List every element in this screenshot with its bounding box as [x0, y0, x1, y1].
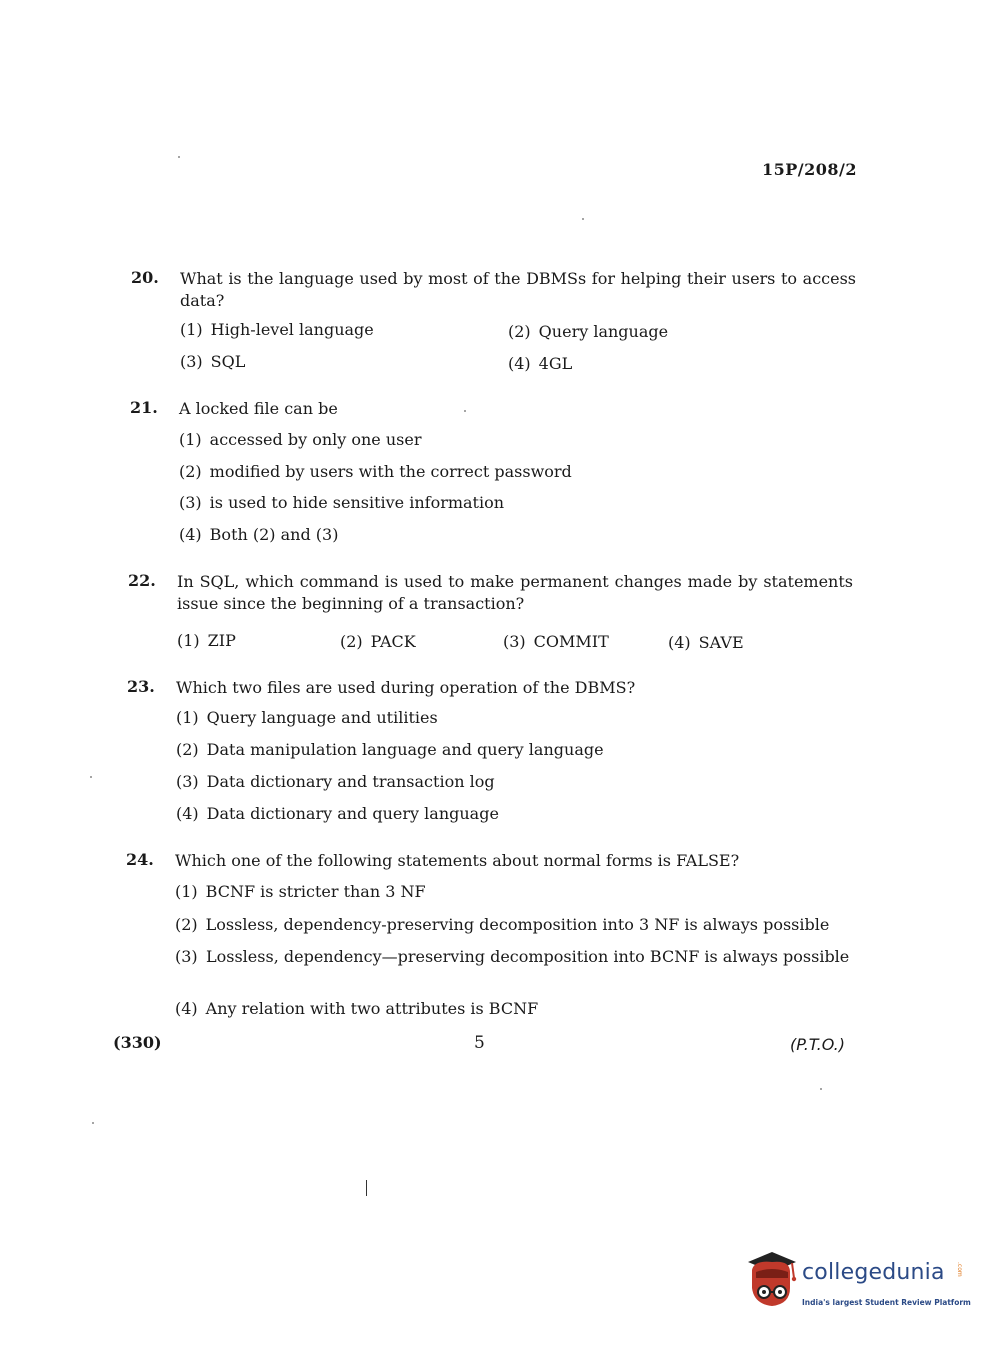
option: (1) accessed by only one user: [179, 430, 422, 449]
page-number: 5: [474, 1033, 485, 1053]
option: (3) Data dictionary and transaction log: [176, 772, 495, 791]
logo-tagline: India's largest Student Review Platform: [802, 1298, 971, 1307]
scan-speck: [464, 410, 466, 412]
option: (1) BCNF is stricter than 3 NF: [175, 882, 426, 901]
question-text: A locked file can be: [179, 399, 338, 418]
option: (2) Query language: [508, 322, 669, 341]
option: (3) SQL: [180, 352, 246, 371]
question-text: Which one of the following statements about normal forms is FALSE?: [175, 851, 740, 870]
option: (4) 4GL: [508, 354, 573, 373]
logo-suffix: .com: [956, 1262, 963, 1277]
question-number: 21.: [130, 398, 158, 417]
option: (2) modified by users with the correct password: [179, 462, 572, 481]
scan-speck: [178, 156, 180, 158]
scan-mark: [366, 1180, 367, 1196]
footer-code: (330): [113, 1033, 162, 1052]
question-number: 20.: [131, 268, 159, 287]
mascot-icon: [742, 1248, 800, 1312]
question-text: In SQL, which command is used to make permanent changes made by statements issue since the beginning of a transaction?: [177, 572, 853, 613]
scan-speck: [92, 1122, 94, 1124]
scan-speck: [90, 776, 92, 778]
question-number: 24.: [126, 850, 154, 869]
option: (4) Any relation with two attributes is BCNF: [175, 999, 539, 1018]
option: (2) Lossless, dependency-preserving decomposition into 3 NF is always possible: [175, 915, 830, 934]
option: (4) SAVE: [668, 633, 744, 652]
collegedunia-logo: [742, 1248, 972, 1318]
scan-speck: [820, 1088, 822, 1090]
option: (2) Data manipulation language and query language: [176, 740, 604, 759]
option: (4) Both (2) and (3): [179, 525, 339, 544]
option: (3) Lossless, dependency—preserving decomposition into BCNF is always possible: [175, 947, 850, 966]
question-number: 23.: [127, 677, 155, 696]
logo-name: collegedunia: [802, 1260, 945, 1285]
option: (1) Query language and utilities: [176, 708, 438, 727]
pto-label: (P.T.O.): [790, 1035, 846, 1054]
question-text: What is the language used by most of the DBMSs for helping their users to access data?: [180, 269, 856, 310]
option: (3) is used to hide sensitive information: [179, 493, 505, 512]
option: (1) High-level language: [180, 320, 374, 339]
scan-speck: [582, 218, 584, 220]
question-text: Which two files are used during operation of the DBMS?: [176, 678, 636, 697]
option: (3) COMMIT: [503, 632, 609, 651]
option: (4) Data dictionary and query language: [176, 804, 499, 823]
option: (1) ZIP: [177, 631, 236, 650]
paper-code: 15P/208/2: [762, 160, 858, 179]
question-number: 22.: [128, 571, 156, 590]
option: (2) PACK: [340, 632, 416, 651]
